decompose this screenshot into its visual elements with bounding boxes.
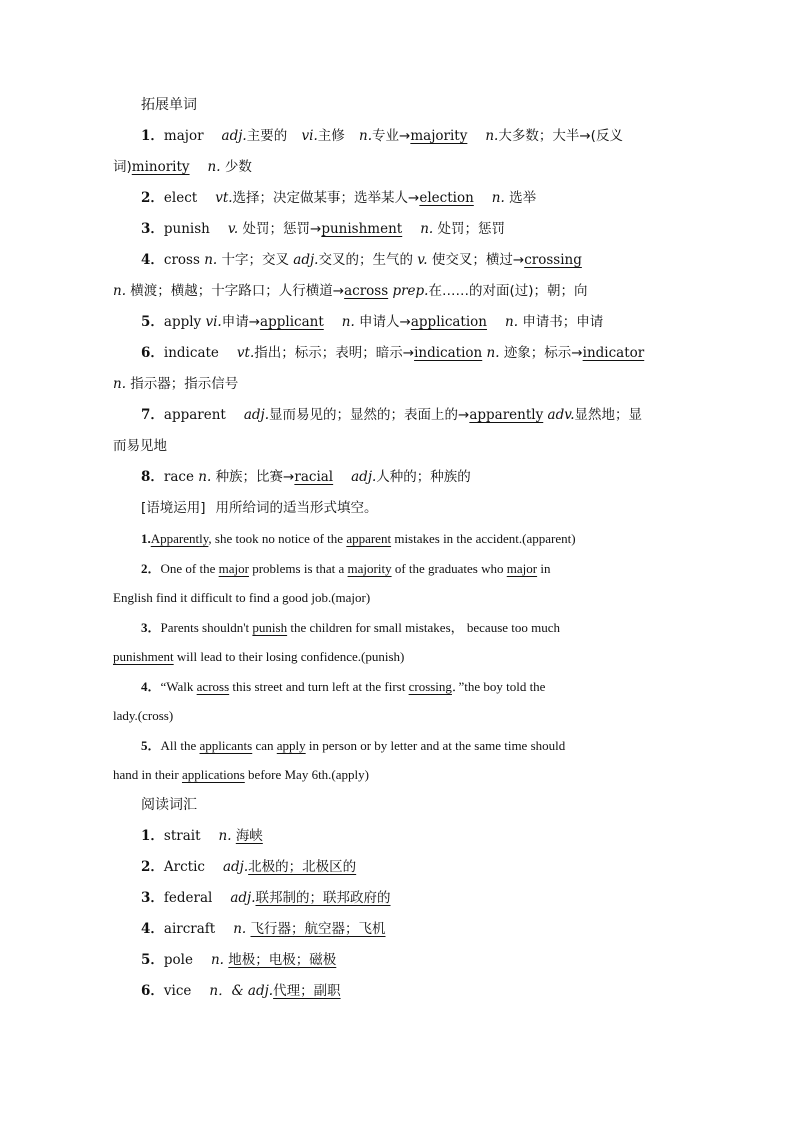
exercise-sentence-5 [113,731,683,761]
answer-blank: punish [252,619,288,635]
meaning: 而易见地 [113,438,167,454]
answer-blank: punishment [321,221,403,237]
meaning: 使交叉；横过→ [431,252,525,268]
pos-tag: adj. [243,407,270,423]
answer-blank: indication [414,345,483,361]
reading-word-4 [113,914,683,945]
sentence-text: lady.(cross) [113,708,174,723]
pos-tag: n. [210,951,224,968]
answer-blank: across [196,678,230,694]
answer-blank: apply [276,737,306,753]
meaning: 主修 [317,128,350,144]
pos-tag: n. [491,190,505,206]
sentence-text: in [537,560,551,576]
sentence-text: One of the [160,560,219,576]
word-entry-7 [113,400,683,431]
entry-word: pole [163,951,193,968]
meaning: 种族；比赛→ [215,469,295,485]
answer-blank: racial [294,469,334,485]
entry-number: 5． [141,314,164,330]
word-entry-2 [113,183,683,214]
meaning: 词) [113,159,132,175]
sentence-text: the children for small mistakes， because too much [287,619,561,635]
sentence-text: will lead to their losing confidence.(punish) [173,649,405,664]
meaning: 飞行器；航空器；飞机 [250,920,386,937]
entry-number: 1． [141,827,164,844]
word-entry-5 [113,307,683,338]
meaning: 处罚；惩罚→ [242,221,322,237]
answer-blank: applications [181,767,245,782]
pos-tag: n. [486,345,500,361]
exercise-sentence-2 [113,554,683,584]
meaning: 选举 [509,190,537,206]
section-title-text: 阅读词汇 [141,796,197,813]
pos-tag: n. [233,920,247,937]
meaning: 地极；电极；磁极 [228,951,337,968]
entry-number: 5． [141,737,161,753]
pos-tag: vt. [236,345,255,361]
pos-tag: n. [198,469,212,485]
answer-blank: minority [131,159,190,175]
entry-number: 3． [141,221,164,237]
entry-word: major [163,128,204,144]
entry-number: 6． [141,345,164,361]
answer-blank: major [506,560,538,576]
word-entry-1 [113,121,683,152]
exercise-sentence-3 [113,613,683,643]
word-entry-6 [113,338,683,369]
sentence-text: “Walk [160,678,197,694]
meaning: 迹象；标示→ [503,345,583,361]
entry-word: vice [163,982,192,999]
answer-blank: apparently [469,407,544,423]
meaning: 显然地；显 [574,407,643,423]
pos-tag: n．& adj. [209,982,274,999]
entry-number: 4． [141,920,164,937]
answer-blank: election [419,190,474,206]
pos-tag: vi. [205,314,222,330]
entry-word: elect [163,190,198,206]
entry-word: Arctic [163,858,205,875]
pos-tag: n. [113,283,126,299]
reading-word-6 [113,976,683,1007]
meaning: 指出；标示；表明；暗示→ [254,345,415,361]
meaning: 人种的；种族的 [376,469,471,485]
meaning: 指示器；指示信号 [130,376,239,392]
entry-word: apply [163,314,202,330]
meaning: 主要的 [246,128,292,144]
pos-tag: vt. [215,190,233,206]
exercise-sentence-5-cont [113,760,683,790]
sentence-text: hand in their [113,767,182,782]
reading-word-2 [113,852,683,883]
pos-tag: adj. [221,128,247,144]
sentence-text: mistakes in the accident.(apparent) [391,531,576,546]
document-page [113,90,683,1007]
meaning: 选择；决定做某事；选举某人→ [232,190,420,206]
pos-tag: n. [218,827,232,844]
section-title-reading-words [113,790,683,821]
context-label: [语境运用] [141,500,206,516]
entry-number: 3． [141,619,161,635]
sentence-text: before May 6th.(apply) [244,767,369,782]
pos-tag: adj. [230,889,256,906]
pos-tag: adj. [293,252,319,268]
meaning: 申请书；申请 [522,314,604,330]
entry-word: strait [163,827,201,844]
pos-tag: v. [417,252,428,268]
context-instruction [113,493,683,524]
reading-word-3 [113,883,683,914]
entry-number: 2． [141,190,164,206]
entry-number: 1. [141,531,151,546]
exercise-sentence-2-cont [113,583,683,613]
meaning: 十字；交叉 [221,252,294,268]
entry-number: 7． [141,407,164,423]
entry-word: race [163,469,194,485]
pos-tag: vi. [301,128,318,144]
meaning: 申请→ [221,314,261,330]
sentence-text: can [252,737,277,753]
pos-tag: v. [227,221,239,237]
meaning: 交叉的；生气的 [318,252,418,268]
reading-word-1 [113,821,683,852]
pos-tag: n. [420,221,434,237]
entry-number: 5． [141,951,164,968]
word-entry-8 [113,462,683,493]
word-entry-6-cont [113,369,683,400]
pos-tag: n. [485,128,499,144]
sentence-text: in person or by letter and at the same time should [305,737,566,753]
sentence-text: , she took no notice of the [208,531,347,546]
sentence-text: problems is that a [248,560,348,576]
answer-blank: across [344,283,389,299]
pos-tag: n. [359,128,373,144]
word-entry-7-cont [113,431,683,462]
meaning: 海峡 [235,827,263,844]
entry-number: 4． [141,678,161,694]
meaning: 少数 [224,159,252,175]
exercise-sentence-4 [113,672,683,702]
pos-tag: adj. [351,469,377,485]
answer-blank: majority [347,560,392,576]
meaning: 联邦制的；联邦政府的 [255,889,391,906]
pos-tag: n. [341,314,355,330]
answer-blank: crossing [408,678,452,694]
entry-number: 6． [141,982,164,999]
context-instruction-text: 用所给词的适当形式填空。 [215,500,378,516]
entry-word: cross [163,252,200,268]
sentence-text: Parents shouldn't [160,619,253,635]
entry-number: 3． [141,889,164,906]
answer-blank: Apparently [150,531,209,546]
exercise-sentence-4-cont [113,701,683,731]
answer-blank: application [410,314,488,330]
entry-number: 8． [141,469,164,485]
meaning: 横渡；横越；十字路口；人行横道→ [130,283,345,299]
meaning: 北极的；北极区的 [248,858,357,875]
meaning: 在……的对面(过)；朝；向 [428,283,588,299]
answer-blank: punishment [113,649,174,664]
pos-tag: n. [113,376,126,392]
word-entry-4 [113,245,683,276]
pos-tag: adv. [547,407,575,423]
entry-number: 2． [141,560,161,576]
entry-word: punish [163,221,210,237]
pos-tag: n. [207,159,221,175]
entry-word: apparent [163,407,226,423]
entry-number: 4． [141,252,164,268]
exercise-sentence-3-cont [113,642,683,672]
reading-word-5 [113,945,683,976]
pos-tag: prep. [392,283,429,299]
pos-tag: adj. [222,858,249,875]
entry-word: aircraft [163,920,216,937]
answer-blank: applicants [199,737,253,753]
meaning: 专业→ [372,128,411,144]
entry-word: federal [163,889,213,906]
pos-tag: n. [505,314,519,330]
answer-blank: majority [410,128,468,144]
entry-number: 1． [141,128,164,144]
section-title-text: 拓展单词 [141,97,197,113]
meaning: 显而易见的；显然的；表面上的→ [269,407,470,423]
sentence-text: English find it difficult to find a good job.(major) [113,590,371,605]
answer-blank: applicant [260,314,324,330]
answer-blank: apparent [346,531,392,546]
word-entry-1-cont [113,152,683,183]
sentence-text: All the [160,737,200,753]
answer-blank: indicator [582,345,645,361]
entry-number: 2． [141,858,164,875]
entry-word: indicate [163,345,219,361]
sentence-text: ．”the boy told the [451,678,546,694]
pos-tag: n. [204,252,218,268]
sentence-text: of the graduates who [391,560,507,576]
section-title-expand-words [113,90,683,121]
meaning: 大多数；大半→(反义 [498,128,623,144]
answer-blank: major [218,560,249,576]
exercise-sentence-1 [113,524,683,554]
sentence-text: this street and turn left at the first [229,678,409,694]
meaning: 处罚；惩罚 [437,221,506,237]
answer-blank: crossing [524,252,582,268]
meaning: 代理；副职 [273,982,341,999]
meaning: 申请人→ [359,314,411,330]
word-entry-3 [113,214,683,245]
word-entry-4-cont [113,276,683,307]
